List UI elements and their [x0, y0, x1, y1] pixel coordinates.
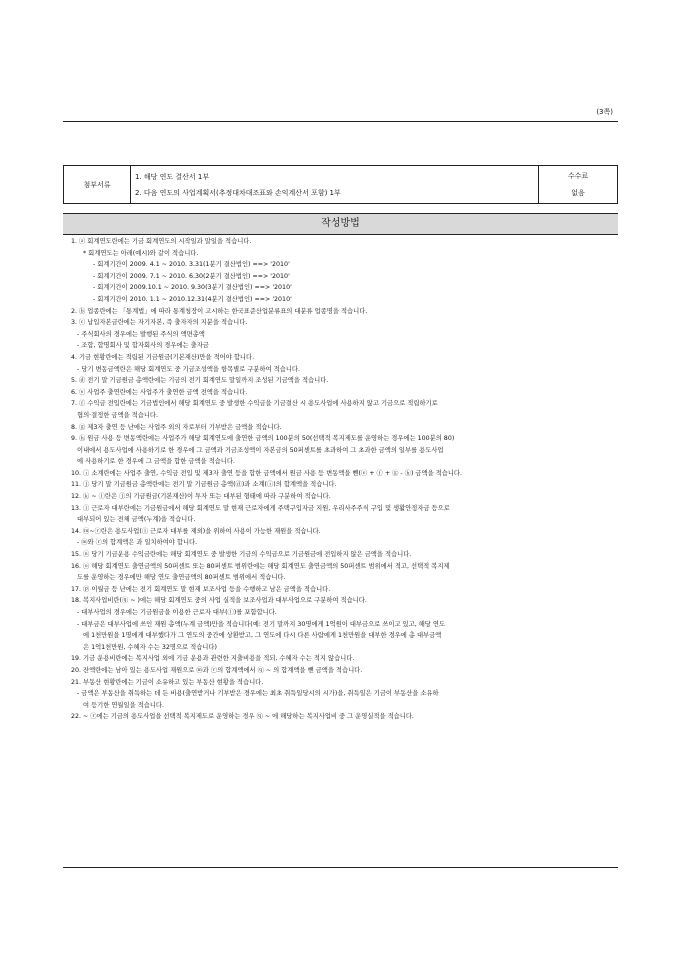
instruction-line: 10. ⓘ 소계란에는 사업주 출연, 수익금 전입 및 제3자 출연 등을 합한 금액에서 원금 사용 등 변동액을 뺀(ⓔ + ⓕ + ⓖ - ⓗ) 금액을 적습니다. — [71, 469, 463, 477]
instruction-line: 은 1억1천만원, 수혜자 수는 32명으로 적습니다) — [83, 643, 217, 651]
instruction-line: - 당기 변동금액란은 해당 회계연도 중 기금조성액을 항목별로 구분하여 적습니다. — [77, 365, 301, 373]
fee-label: 수수료 — [567, 171, 589, 180]
instruction-line: 17. ⓟ 이월금 등 난에는 전기 회계연도 말 현재 보조사업 등을 수행하고 남은 금액을 적습니다. — [71, 585, 331, 593]
attachment-label: 첨부서류 — [64, 166, 131, 204]
instruction-line: 18. 복지사업비란(ⓠ ~ )에는 해당 회계연도 중의 사업 실적을 보조사업과 대부사업으로 구분하여 적습니다. — [71, 597, 367, 605]
instruction-line: 1. ⓐ 회계연도란에는 기금 회계연도의 시작일과 말일을 적습니다. — [71, 238, 252, 245]
instruction-line: 7. ⓕ 수익금 전입란에는 기금법인에서 해당 회계연도 중 발생한 수익금을 기금결산 시 용도사업에 사용하지 않고 기금으로 적립하기로 — [71, 400, 438, 408]
instructions-body — [63, 236, 618, 723]
instruction-line: 3. ⓒ 납입자본금란에는 자기자본, 즉 출자자의 지분을 적습니다. — [71, 319, 248, 327]
attachment-item: 1. 해당 연도 결산서 1부 — [135, 172, 210, 181]
instruction-line: 2. ⓑ 업종란에는 「통계법」에 따라 통계청장이 고시하는 한국표준산업분류표의 대분류 업종명을 적습니다. — [71, 307, 368, 315]
instruction-line: 22. ~ ⓡ에는 기금의 용도사업을 선택적 복지제도로 운영하는 경우 ⓠ ~ 에 해당하는 복지사업비 중 그 운영실적을 적습니다. — [71, 713, 414, 721]
instruction-line: 도를 운영하는 경우에만 해당 연도 출연금액의 80퍼센트 범위에서 적습니다. — [77, 574, 286, 582]
bottom-rule — [63, 867, 618, 868]
instruction-line: 14. ⓜ~ⓡ란은 용도사업(ⓛ 근로자 대부를 제외)을 위하여 사용이 가능한 재원을 적습니다. — [71, 527, 321, 535]
instruction-line: 11. ⓙ 당기 말 기금원금 총액란에는 전기 말 기금원금 총액(ⓓ)과 소계(ⓘ)의 합계액을 적습니다. — [71, 481, 337, 489]
instruction-line: - 주식회사의 경우에는 발행된 주식의 액면총액 — [77, 330, 205, 338]
instruction-line: 4. 기금 현황란에는 적립된 기금원금(기본재산)만을 적어야 합니다. — [71, 353, 255, 361]
instruction-line: 에 1천만원을 1명에게 대부했다가 그 연도의 중간에 상환받고, 그 연도에 다시 다른 사람에게 1천만원을 대부한 경우에 총 대부금액 — [83, 632, 442, 640]
instruction-line: 15. ⓝ 당기 기금운용 수익금란에는 해당 회계연도 중 발생한 기금의 수익금으로 기금원금에 전입하지 않은 금액을 적습니다. — [71, 551, 412, 559]
instruction-line: 13. ⓛ 근로자 대부란에는 기금원금에서 해당 회계연도 말 현재 근로자에게 주택구입자금 지원, 우리사주주식 구입 및 생활안정자금 등으로 — [71, 504, 450, 512]
instruction-line: - 회계기간이 2009. 7.1 ~ 2010. 6.30(2분기 결산법인) ==> '2010' — [93, 272, 290, 280]
instruction-line: 에 사용하기로 한 경우에 그 금액을 합한 금액을 적습니다. — [77, 458, 235, 466]
attachment-items — [131, 166, 539, 204]
method-title: 작성방법 — [63, 213, 618, 235]
instruction-line: - 금액은 부동산을 취득하는 데 든 비용(출연받거나 기부받은 경우에는 최초 취득일당시의 시가)을, 취득일은 기금이 부동산을 소유하 — [77, 690, 439, 698]
instruction-line: 16. ⓞ 해당 회계연도 출연금액의 50퍼센트 또는 80퍼센트 범위란에는 해당 회계연도 출연금액의 50퍼센트 범위에서 적고, 선택적 복지제 — [71, 562, 450, 570]
fee-cell — [539, 166, 618, 204]
instruction-line: 21. 부동산 현황란에는 기금이 소유하고 있는 부동산 현황을 적습니다. — [71, 678, 264, 686]
instruction-line: 여 등기한 연월일을 적습니다. — [83, 701, 164, 709]
instruction-line: - 회계기간이 2010. 1.1 ~ 2010.12.31(4분기 결산법인) ==> '2010' — [93, 295, 292, 303]
instruction-line: 5. ⓓ 전기 말 기금원금 총액란에는 기금의 전기 회계연도 말일까지 조성된 기금액을 적습니다. — [71, 377, 329, 385]
instruction-line: - 회계기간이 2009. 4.1 ~ 2010. 3.31(1분기 결산법인) ==> '2010' — [93, 261, 290, 269]
instruction-line: - 대부금은 대부사업에 쓰인 재원 총액(누계 금액)만을 적습니다(예: 전기 말까지 30명에게 1억원이 대부금으로 쓰이고 있고, 해당 연도 — [77, 620, 446, 628]
instruction-line: - 조합, 합명회사 및 합자회사의 경우에는 출자금 — [77, 342, 209, 350]
page-number: (3쪽) — [596, 108, 613, 116]
attachment-table — [63, 165, 618, 204]
instruction-line: 협의·결정한 금액을 적습니다. — [77, 411, 158, 419]
instruction-line: 8. ⓖ 제3자 출연 등 난에는 사업주 외의 자로부터 기부받은 금액을 적습니다. — [71, 423, 282, 431]
instruction-line: 이내에서 용도사업에 사용하기로 한 경우에 그 금액과 기금조성액이 자본금의 50퍼센트를 초과하여 그 초과한 금액의 일부를 용도사업 — [77, 446, 444, 454]
instruction-line: 12. ⓚ ~ ⓛ란은 ⓙ의 기금원금(기본재산)이 투자 또는 대부된 형태에 따라 구분하여 적습니다. — [71, 493, 331, 501]
instruction-line: - 대부사업의 경우에는 기금원금을 이용한 근로자 대부(ⓛ)를 포함합니다. — [77, 609, 277, 616]
instruction-line: * 회계연도는 아래(예시)와 같이 적습니다. — [83, 249, 199, 257]
instruction-line: 19. 기금 운용비란에는 복지사업 외에 기금 운용과 관련한 지출비용을 적되, 수혜자 수는 적지 않습니다. — [71, 655, 355, 663]
attachment-item: 2. 다음 연도의 사업계획서(추정대차대조표와 손익계산서 포함) 1부 — [135, 188, 341, 197]
fee-value: 없음 — [571, 188, 585, 197]
top-rule — [63, 121, 618, 122]
instruction-line: 9. ⓗ 원금 사용 등 변동액란에는 사업주가 해당 회계연도에 출연한 금액의 100분의 50(선택적 복지제도를 운영하는 경우에는 100분의 80) — [71, 435, 455, 443]
instruction-line: - ⓜ와 ⓡ의 합계액은 과 일치하여야 합니다. — [77, 539, 198, 547]
instruction-line: 20. 잔액란에는 남아 있는 용도사업 재원으로 ⓜ과 ⓡ의 합계액에서 ⓠ ~ 의 합계액을 뺀 금액을 적습니다. — [71, 666, 363, 674]
instruction-line: - 회계기간이 2009.10.1 ~ 2010. 9.30(3분기 결산법인) ==> '2010' — [93, 284, 292, 292]
instruction-line: 6. ⓔ 사업주 출연란에는 사업주가 출연한 금액 전액을 적습니다. — [71, 388, 248, 396]
instruction-line: 대부되어 있는 전체 금액(누계)을 적습니다. — [77, 516, 196, 524]
